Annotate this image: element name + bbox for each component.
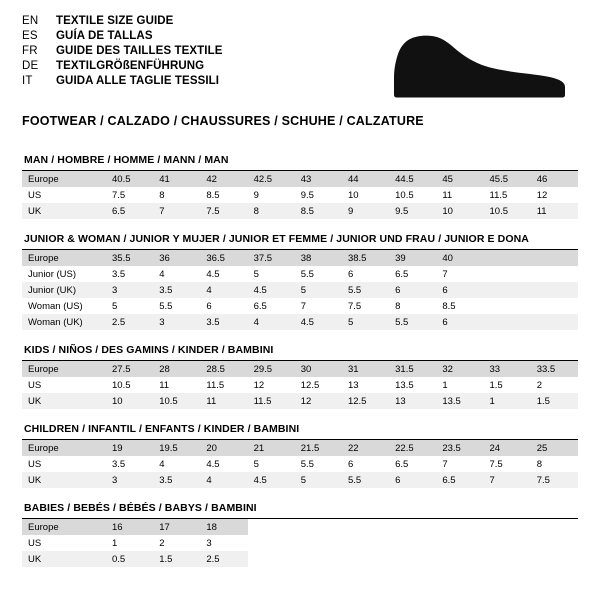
cell bbox=[484, 250, 531, 266]
cell-empty bbox=[389, 535, 436, 551]
cell: 6 bbox=[436, 282, 483, 298]
row-label: UK bbox=[22, 393, 106, 409]
cell: 3.5 bbox=[200, 314, 247, 330]
cell: 8 bbox=[248, 203, 295, 219]
cell: 6 bbox=[347, 268, 354, 280]
cell: 44 bbox=[342, 171, 389, 187]
cell-empty bbox=[342, 535, 389, 551]
size-table-body bbox=[22, 440, 578, 488]
row-label: Woman (US) bbox=[28, 300, 83, 312]
cell: 5.5 bbox=[342, 472, 389, 488]
cell: 45 bbox=[436, 171, 483, 187]
cell: 5.5 bbox=[389, 314, 436, 330]
cell: 5 bbox=[112, 300, 118, 312]
cell: 12 bbox=[295, 393, 342, 409]
cell: 3.5 bbox=[112, 268, 126, 280]
cell: 7 bbox=[442, 458, 448, 470]
cell: 7 bbox=[153, 203, 200, 219]
cell: 1.5 bbox=[489, 379, 503, 391]
language-row bbox=[22, 46, 223, 61]
cell: 6.5 bbox=[395, 458, 409, 470]
cell: 4.5 bbox=[295, 314, 342, 330]
cell: 36.5 bbox=[200, 250, 247, 266]
cell: 19.5 bbox=[153, 440, 200, 456]
size-table bbox=[22, 250, 578, 330]
cell-empty bbox=[436, 551, 483, 567]
cell bbox=[531, 250, 578, 266]
cell: 2 bbox=[536, 379, 542, 391]
cell: 3.5 bbox=[153, 472, 200, 488]
cell: 7 bbox=[484, 472, 531, 488]
cell: 7.5 bbox=[489, 458, 503, 470]
cell: 31 bbox=[342, 361, 389, 377]
cell-empty bbox=[295, 551, 342, 567]
table-row bbox=[22, 314, 578, 330]
cell: 5.5 bbox=[159, 300, 173, 312]
cell: 1.5 bbox=[531, 393, 578, 409]
cell: 5 bbox=[342, 314, 389, 330]
group-title: MAN / HOMBRE / HOMME / MANN / MAN bbox=[22, 154, 578, 171]
size-table-body bbox=[22, 250, 578, 330]
cell: 7 bbox=[442, 268, 448, 280]
cell: 16 bbox=[106, 519, 153, 535]
cell: 11.5 bbox=[489, 189, 508, 201]
cell: 6 bbox=[206, 300, 212, 312]
cell: 9 bbox=[253, 189, 259, 201]
cell: 9.5 bbox=[389, 203, 436, 219]
cell: 5 bbox=[295, 472, 342, 488]
table-row bbox=[22, 551, 578, 567]
cell: 17 bbox=[153, 519, 200, 535]
cell: 41 bbox=[153, 171, 200, 187]
cell: 10 bbox=[106, 393, 153, 409]
cell-empty bbox=[248, 535, 295, 551]
size-table bbox=[22, 171, 578, 219]
cell: 21.5 bbox=[295, 440, 342, 456]
size-table bbox=[22, 361, 578, 409]
cell: 5.5 bbox=[300, 268, 314, 280]
cell: 7.5 bbox=[531, 472, 578, 488]
cell: 7.5 bbox=[200, 203, 247, 219]
cell: 3 bbox=[106, 472, 153, 488]
cell: 6 bbox=[389, 472, 436, 488]
cell-empty bbox=[248, 551, 295, 567]
language-title-list bbox=[22, 16, 223, 91]
cell: 5 bbox=[295, 282, 342, 298]
cell: 8.5 bbox=[442, 300, 456, 312]
cell-empty bbox=[436, 535, 483, 551]
size-group-man bbox=[22, 154, 578, 219]
cell: 12.5 bbox=[300, 379, 320, 391]
cell: 9 bbox=[342, 203, 389, 219]
cell: 6.5 bbox=[395, 268, 409, 280]
cell: 40.5 bbox=[106, 171, 153, 187]
table-row bbox=[22, 535, 578, 551]
size-group-kids bbox=[22, 344, 578, 409]
table-row bbox=[22, 393, 578, 409]
cell-empty bbox=[389, 519, 436, 535]
cell: 6 bbox=[436, 314, 483, 330]
cell bbox=[484, 266, 531, 282]
cell-empty bbox=[342, 519, 389, 535]
table-row bbox=[22, 203, 578, 219]
cell: 10 bbox=[347, 189, 359, 201]
cell: 10.5 bbox=[395, 189, 414, 201]
cell: 4.5 bbox=[248, 472, 295, 488]
row-label: UK bbox=[22, 472, 106, 488]
size-table-body bbox=[22, 171, 578, 219]
language-title: GUIDE DES TAILLES TEXTILE bbox=[56, 45, 223, 57]
size-table bbox=[22, 519, 578, 567]
cell: 6.5 bbox=[436, 472, 483, 488]
cell: 12.5 bbox=[342, 393, 389, 409]
table-row bbox=[22, 361, 578, 377]
cell bbox=[531, 298, 578, 314]
row-label: Junior (US) bbox=[28, 268, 77, 280]
language-title: TEXTILE SIZE GUIDE bbox=[56, 15, 174, 27]
cell bbox=[484, 282, 531, 298]
cell: 31.5 bbox=[389, 361, 436, 377]
cell: 3 bbox=[106, 282, 153, 298]
cell bbox=[484, 298, 531, 314]
table-row bbox=[22, 440, 578, 456]
row-label: Woman (UK) bbox=[22, 314, 106, 330]
cell: 3.5 bbox=[153, 282, 200, 298]
cell: 8 bbox=[536, 458, 542, 470]
row-label: US bbox=[28, 458, 42, 470]
cell: 45.5 bbox=[484, 171, 531, 187]
cell: 22.5 bbox=[389, 440, 436, 456]
cell: 4 bbox=[159, 458, 165, 470]
cell: 32 bbox=[436, 361, 483, 377]
document-header bbox=[0, 0, 600, 108]
row-label: Junior (UK) bbox=[22, 282, 106, 298]
cell: 33.5 bbox=[531, 361, 578, 377]
language-row bbox=[22, 76, 223, 91]
row-label: Europe bbox=[22, 440, 106, 456]
cell: 1.5 bbox=[153, 551, 200, 567]
cell: 11 bbox=[442, 189, 453, 201]
cell: 38 bbox=[295, 250, 342, 266]
cell: 7 bbox=[300, 300, 307, 312]
row-label: US bbox=[28, 379, 42, 391]
cell: 13.5 bbox=[436, 393, 483, 409]
cell: 24 bbox=[484, 440, 531, 456]
table-row bbox=[22, 171, 578, 187]
cell: 6.5 bbox=[106, 203, 153, 219]
cell-empty bbox=[484, 519, 531, 535]
cell: 8.5 bbox=[295, 203, 342, 219]
cell: 13 bbox=[347, 379, 359, 391]
cell: 6.5 bbox=[253, 300, 267, 312]
group-title: CHILDREN / INFANTIL / ENFANTS / KINDER / BAMBINI bbox=[22, 423, 578, 440]
cell: 42.5 bbox=[248, 171, 295, 187]
cell: 3 bbox=[206, 537, 212, 549]
row-label: UK bbox=[22, 203, 106, 219]
cell: 10.5 bbox=[484, 203, 531, 219]
cell: 2.5 bbox=[106, 314, 153, 330]
cell: 1 bbox=[442, 379, 448, 391]
cell: 8 bbox=[395, 300, 401, 312]
cell bbox=[531, 282, 578, 298]
cell: 29.5 bbox=[248, 361, 295, 377]
size-group-children bbox=[22, 423, 578, 488]
size-table-body bbox=[22, 361, 578, 409]
language-code: IT bbox=[22, 75, 33, 87]
language-title: GUIDA ALLE TAGLIE TESSILI bbox=[56, 75, 220, 87]
cell: 5 bbox=[253, 458, 259, 470]
cell: 10.5 bbox=[153, 393, 200, 409]
language-code: FR bbox=[22, 45, 38, 57]
cell: 42 bbox=[200, 171, 247, 187]
cell: 12 bbox=[253, 379, 265, 391]
row-label: US bbox=[28, 537, 42, 549]
cell: 11 bbox=[200, 393, 247, 409]
language-code: EN bbox=[22, 15, 39, 27]
cell-empty bbox=[389, 551, 436, 567]
table-row bbox=[22, 472, 578, 488]
table-row bbox=[22, 519, 578, 535]
table-row bbox=[22, 282, 578, 298]
cell: 4 bbox=[159, 268, 165, 280]
cell: 0.5 bbox=[106, 551, 153, 567]
dress-shoe-icon bbox=[384, 22, 574, 102]
language-title: GUÍA DE TALLAS bbox=[56, 30, 153, 42]
cell: 23.5 bbox=[436, 440, 483, 456]
cell: 33 bbox=[484, 361, 531, 377]
cell: 37.5 bbox=[248, 250, 295, 266]
cell bbox=[531, 314, 578, 330]
cell-empty bbox=[531, 551, 578, 567]
cell: 5.5 bbox=[300, 458, 314, 470]
cell: 2 bbox=[159, 537, 165, 549]
group-title: JUNIOR & WOMAN / JUNIOR Y MUJER / JUNIOR ET FEMME / JUNIOR UND FRAU / JUNIOR E DONA bbox=[22, 233, 578, 250]
cell-empty bbox=[248, 519, 295, 535]
cell: 4 bbox=[200, 282, 247, 298]
cell-empty bbox=[295, 535, 342, 551]
cell: 4.5 bbox=[248, 282, 295, 298]
table-row bbox=[22, 377, 578, 393]
cell: 38.5 bbox=[342, 250, 389, 266]
cell: 8 bbox=[159, 189, 165, 201]
table-row bbox=[22, 250, 578, 266]
cell: 22 bbox=[342, 440, 389, 456]
cell: 20 bbox=[200, 440, 247, 456]
cell: 4.5 bbox=[206, 268, 220, 280]
cell: 4 bbox=[200, 472, 247, 488]
cell: 1 bbox=[484, 393, 531, 409]
cell: 40 bbox=[436, 250, 483, 266]
cell: 4.5 bbox=[206, 458, 220, 470]
cell: 3.5 bbox=[112, 458, 126, 470]
cell: 9.5 bbox=[300, 189, 314, 201]
cell: 4 bbox=[248, 314, 295, 330]
cell: 19 bbox=[106, 440, 153, 456]
size-table bbox=[22, 440, 578, 488]
cell bbox=[484, 314, 531, 330]
cell: 46 bbox=[531, 171, 578, 187]
row-label: UK bbox=[22, 551, 106, 567]
cell: 13.5 bbox=[395, 379, 414, 391]
cell: 6 bbox=[347, 458, 354, 470]
row-label: Europe bbox=[22, 361, 106, 377]
size-tables bbox=[0, 154, 600, 567]
table-row bbox=[22, 456, 578, 472]
cell-empty bbox=[531, 535, 578, 551]
language-row bbox=[22, 61, 223, 76]
cell: 28 bbox=[153, 361, 200, 377]
language-row bbox=[22, 31, 223, 46]
cell: 43 bbox=[295, 171, 342, 187]
cell: 18 bbox=[200, 519, 247, 535]
cell: 5 bbox=[253, 268, 259, 280]
cell: 11.5 bbox=[248, 393, 295, 409]
cell: 7.5 bbox=[347, 300, 362, 312]
language-row bbox=[22, 16, 223, 31]
cell: 1 bbox=[112, 537, 118, 549]
cell: 13 bbox=[389, 393, 436, 409]
language-code: DE bbox=[22, 60, 39, 72]
cell: 11.5 bbox=[206, 379, 225, 391]
cell: 25 bbox=[531, 440, 578, 456]
row-label: US bbox=[28, 189, 42, 201]
cell: 6 bbox=[389, 282, 436, 298]
cell: 10 bbox=[436, 203, 483, 219]
cell: 21 bbox=[248, 440, 295, 456]
cell: 8.5 bbox=[206, 189, 220, 201]
group-title: KIDS / NIÑOS / DES GAMINS / KINDER / BAMBINI bbox=[22, 344, 578, 361]
cell: 2.5 bbox=[200, 551, 247, 567]
cell: 28.5 bbox=[200, 361, 247, 377]
cell-empty bbox=[342, 551, 389, 567]
cell: 35.5 bbox=[106, 250, 153, 266]
row-label: Europe bbox=[22, 250, 106, 266]
page-title: FOOTWEAR / CALZADO / CHAUSSURES / SCHUHE / CALZATURE bbox=[22, 114, 424, 128]
table-row bbox=[22, 187, 578, 203]
cell-empty bbox=[531, 519, 578, 535]
language-title: TEXTILGRÖßENFÜHRUNG bbox=[56, 60, 205, 72]
table-row bbox=[22, 266, 578, 282]
language-title-list-body bbox=[22, 16, 223, 91]
cell: 11 bbox=[159, 379, 170, 391]
cell: 3 bbox=[153, 314, 200, 330]
row-label: Europe bbox=[22, 519, 106, 535]
cell: 12 bbox=[536, 189, 548, 201]
cell: 5.5 bbox=[342, 282, 389, 298]
row-label: Europe bbox=[22, 171, 106, 187]
cell: 30 bbox=[295, 361, 342, 377]
cell: 10.5 bbox=[112, 379, 131, 391]
size-table-body bbox=[22, 519, 578, 567]
language-code: ES bbox=[22, 30, 38, 42]
cell: 11 bbox=[531, 203, 578, 219]
group-title: BABIES / BEBÉS / BÉBÉS / BABYS / BAMBINI bbox=[22, 502, 578, 519]
cell: 44.5 bbox=[389, 171, 436, 187]
cell: 27.5 bbox=[106, 361, 153, 377]
cell bbox=[531, 266, 578, 282]
cell-empty bbox=[484, 535, 531, 551]
size-group-babies bbox=[22, 502, 578, 567]
cell-empty bbox=[484, 551, 531, 567]
size-group-junior-woman bbox=[22, 233, 578, 330]
cell-empty bbox=[295, 519, 342, 535]
cell: 7.5 bbox=[112, 189, 126, 201]
cell-empty bbox=[436, 519, 483, 535]
cell: 36 bbox=[153, 250, 200, 266]
cell: 39 bbox=[389, 250, 436, 266]
table-row bbox=[22, 298, 578, 314]
